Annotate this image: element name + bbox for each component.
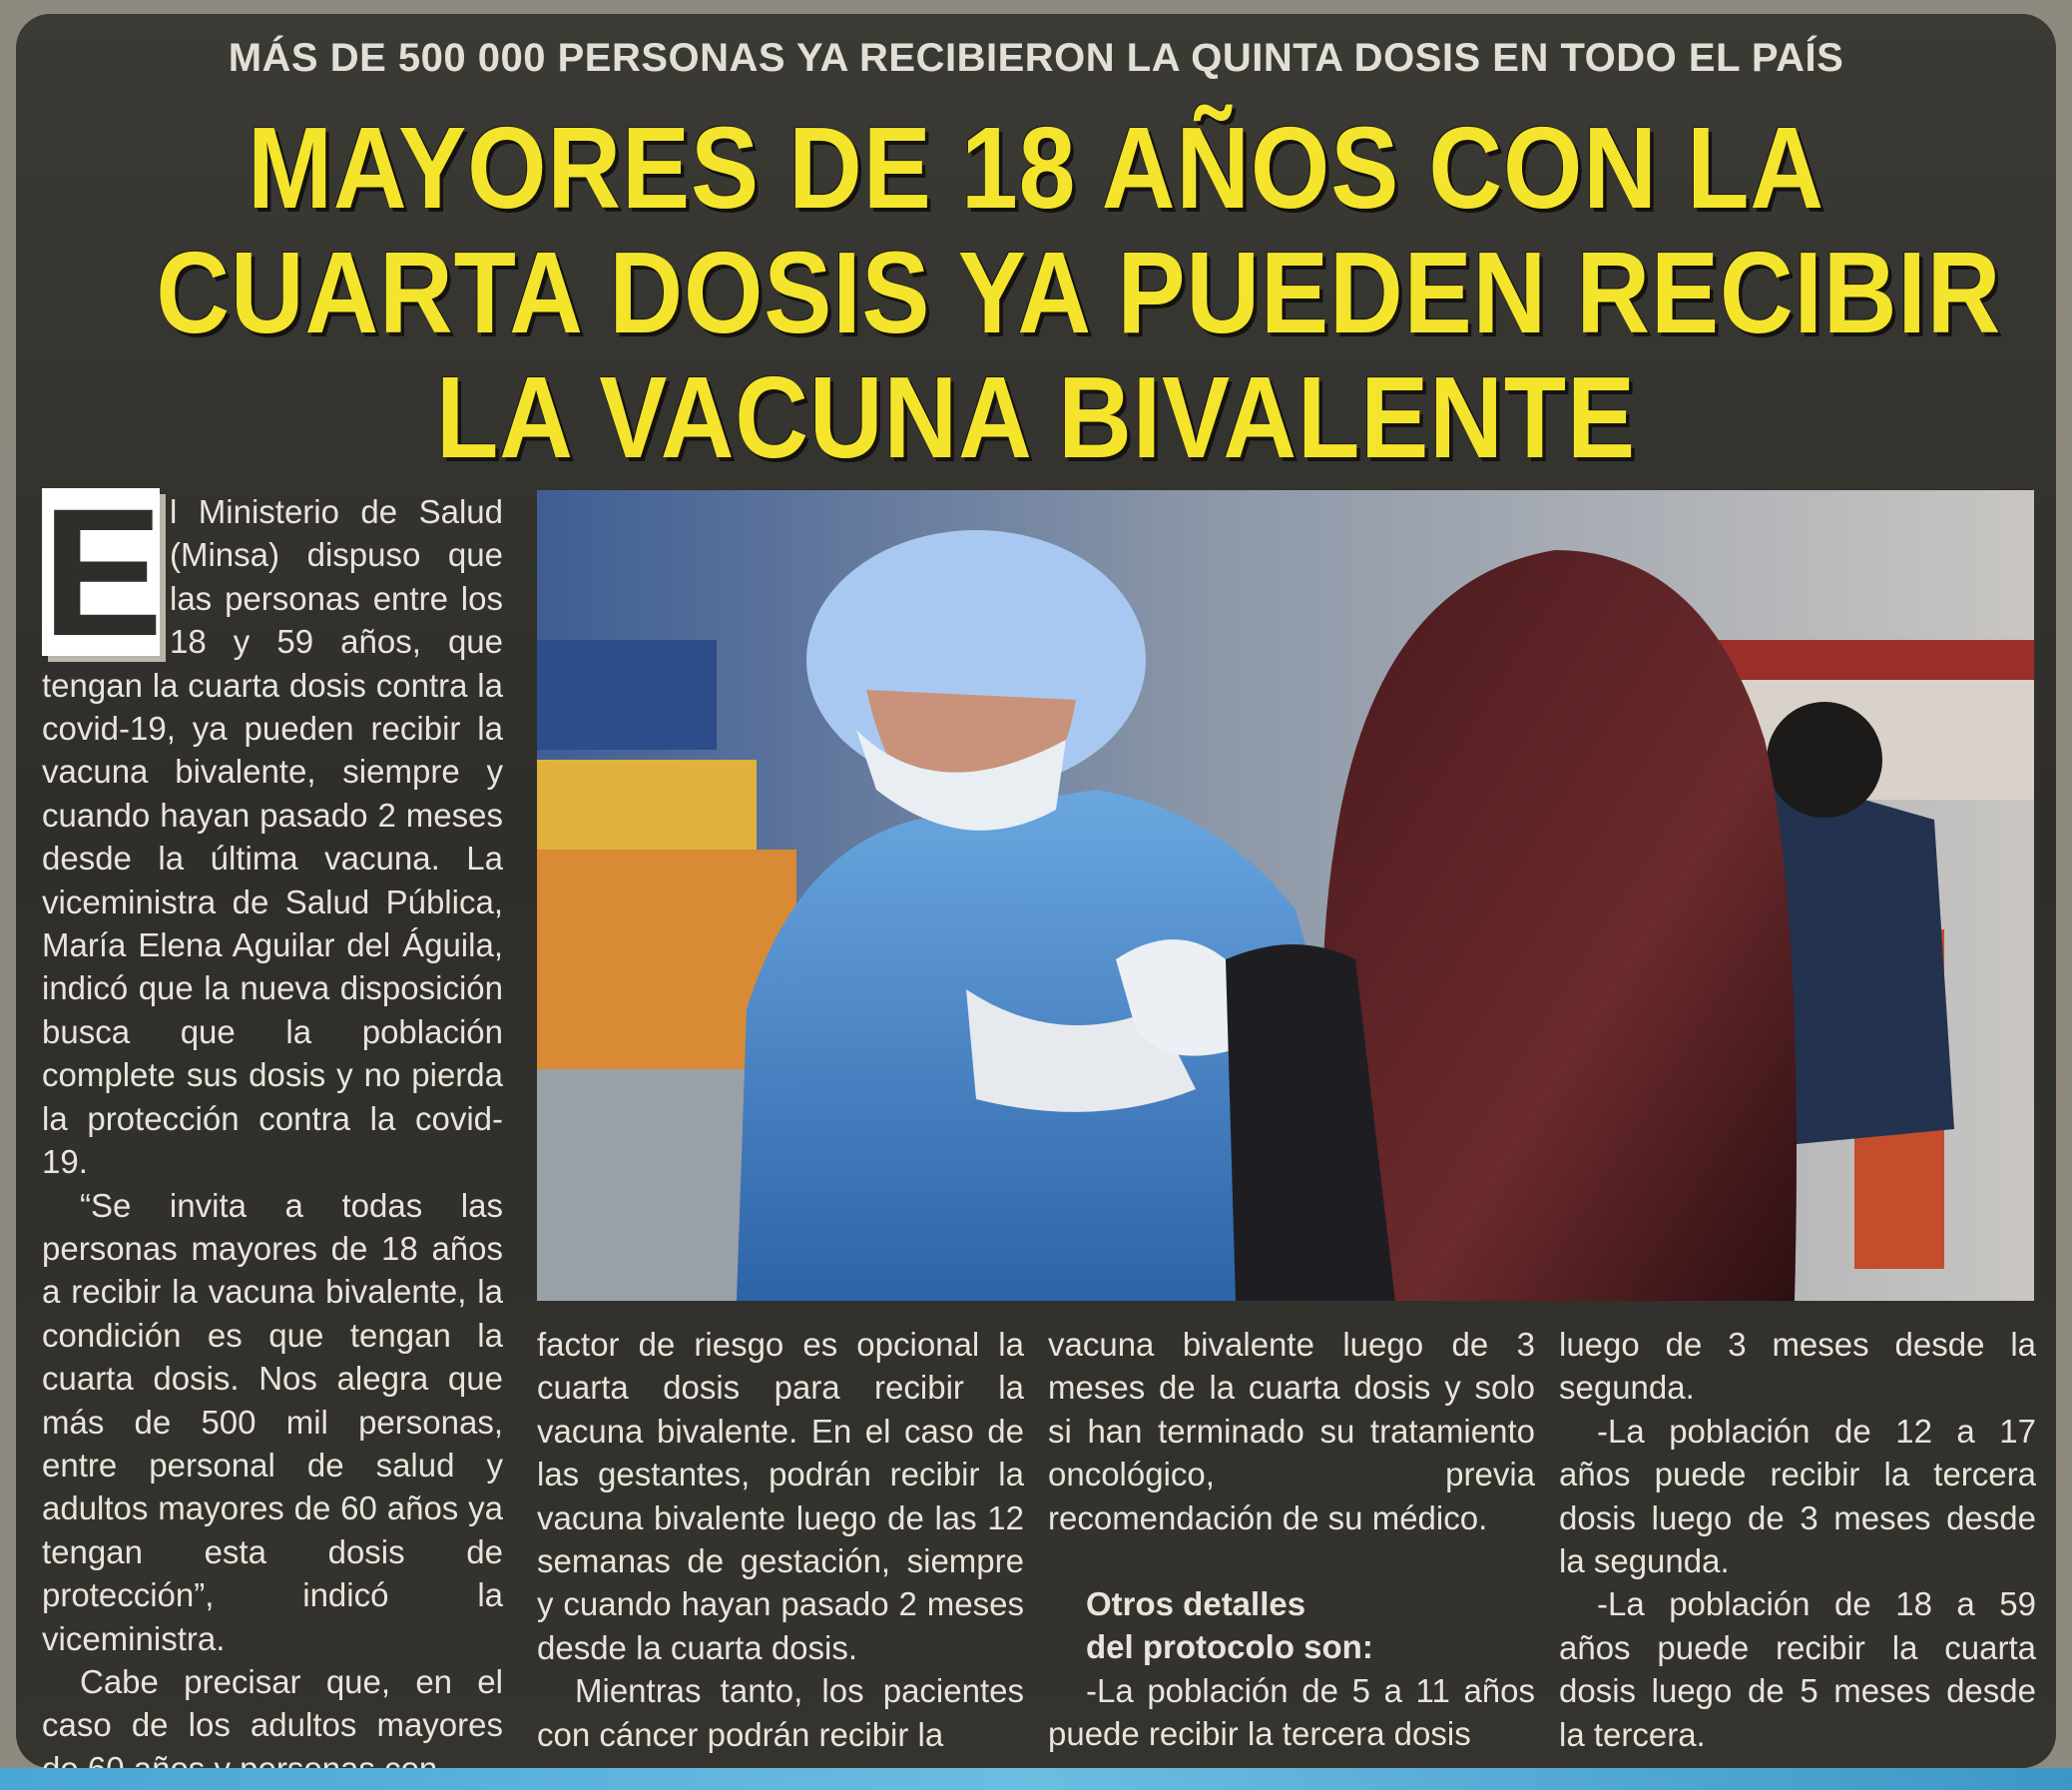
paragraph: -La población de 12 a 17 años puede recibir la tercera dosis luego de 3 meses desde la segunda.: [1559, 1412, 2036, 1580]
paragraph: “Se invita a todas las personas mayores de 18 años a recibir la vacuna bivalente, la condición es que tengan la cuarta dosis. Nos alegra que más de 500 mil personas, entre personal de salud y adultos mayores de 60 años ya tengan esta dosis de protección”, indicó la viceministra.: [42, 1186, 503, 1657]
page-edge-strip: [0, 1768, 2072, 1790]
paragraph: -La población de 18 a 59 años puede recibir la cuarta dosis luego de 5 meses desde la tercera.: [1559, 1585, 2036, 1753]
kicker-line: MÁS DE 500 000 PERSONAS YA RECIBIERON LA QUINTA DOSIS EN TODO EL PAÍS: [228, 36, 1844, 80]
paragraph: l Ministerio de Salud (Minsa) dispuso que las personas entre los 18 y 59 años, que tengan la cuarta dosis contra la covid-19, ya pueden recibir la vacuna bivalente, siempre y cuando hayan pasado 2 meses desde la última vacuna. La viceministra de Salud Pública, María Elena Aguilar del Águila, indicó que la nueva disposición busca que la población complete sus dosis y no pierda la protección contra la covid-19.: [42, 493, 503, 1181]
vaccination-photo: [537, 490, 2034, 1301]
body-column-2: [537, 1323, 1024, 1756]
headline-line-2: CUARTA DOSIS YA PUEDEN RECIBIR: [156, 228, 2002, 357]
drop-cap: E: [42, 470, 164, 674]
article-panel: [16, 14, 2056, 1768]
subhead: Otros detalles: [1086, 1585, 1306, 1623]
headline: [156, 103, 2002, 482]
patient-hair: [1323, 550, 1797, 1301]
paragraph: Mientras tanto, los pacientes con cáncer podrán recibir la: [537, 1672, 1024, 1753]
paragraph: -La población de 5 a 11 años puede recibir la tercera dosis: [1048, 1671, 1535, 1753]
headline-line-1: MAYORES DE 18 AÑOS CON LA: [248, 103, 1824, 233]
headline-line-3: LA VACUNA BIVALENTE: [436, 352, 1636, 482]
subhead: del protocolo son:: [1086, 1628, 1373, 1666]
body-column-1: [42, 470, 503, 1790]
photo-illustration: [537, 490, 2034, 1301]
orange-wall-panel: [537, 760, 757, 850]
body-column-4: [1559, 1323, 2036, 1756]
paragraph: Cabe precisar que, en el caso de los adultos mayores: [42, 1662, 503, 1744]
body-column-3: [1048, 1323, 1535, 1756]
paragraph: luego de 3 meses desde la segunda.: [1559, 1326, 2036, 1407]
paragraph: vacuna bivalente luego de 3 meses de la cuarta dosis y solo si han terminado su tratamiento oncológico, previa recomendación de su médico.: [1048, 1326, 1535, 1536]
paragraph: factor de riesgo es opcional la cuarta dosis para recibir la vacuna bivalente. En el caso de las gestantes, podrán recibir la vacuna bivalente luego de las 12 semanas de gestación, siempre y cuando hayan pasado 2 meses desde la cuarta dosis.: [537, 1326, 1024, 1666]
